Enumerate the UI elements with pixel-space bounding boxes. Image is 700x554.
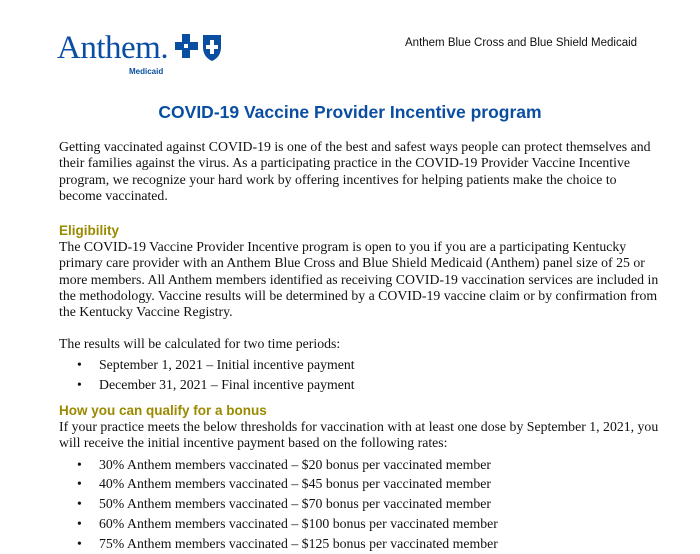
list-item <box>59 355 659 375</box>
rate-text: 40% Anthem members vaccinated – $45 bonus per vaccinated member <box>99 476 491 492</box>
period-text: September 1, 2021 – Initial incentive payment <box>99 356 355 372</box>
bullet-icon: • <box>77 376 82 392</box>
period-text: December 31, 2021 – Final incentive payment <box>99 376 355 392</box>
blue-cross-blue-shield-icon <box>175 33 223 63</box>
rate-text: 30% Anthem members vaccinated – $20 bonus per vaccinated member <box>99 456 491 472</box>
rate-text: 75% Anthem members vaccinated – $125 bonus per vaccinated member <box>99 535 498 551</box>
rate-text: 50% Anthem members vaccinated – $70 bonus per vaccinated member <box>99 496 491 512</box>
eligibility-paragraph: The COVID-19 Vaccine Provider Incentive program is open to you if you are a participating Kentucky primary care provider with an Anthem Blue Cross and Blue Shield Medicaid (Anthem) panel size of 25 or more members. All Anthem members identified as receiving COVID-19 vaccination services are included in the methodology. Vaccine results will be determined by a COVID-19 vaccine claim or by confirmation from the Kentucky Vaccine Registry. <box>59 239 659 320</box>
logo-subtitle: Medicaid <box>129 67 164 76</box>
bullet-icon: • <box>77 476 82 492</box>
blue-shield-icon <box>203 35 221 61</box>
eligibility-heading: Eligibility <box>59 223 120 239</box>
list-item <box>59 534 659 554</box>
list-item <box>59 455 659 475</box>
intro-paragraph: Getting vaccinated against COVID-19 is one of the best and safest ways people can protect themselves and their families against the virus. As a participating practice in the COVID-19 Provider Vaccine Incentive program, we recognize your hard work by offering incentives for helping patients make the choice to become vaccinated. <box>59 139 651 203</box>
bonus-rates-list <box>59 455 659 554</box>
list-item <box>59 494 659 514</box>
time-periods-list <box>59 355 659 395</box>
periods-intro: The results will be calculated for two time periods: <box>59 335 341 351</box>
anthem-medicaid-logo <box>57 30 227 80</box>
bullet-icon: • <box>77 515 82 531</box>
bullet-icon: • <box>77 496 82 512</box>
list-item <box>59 375 659 395</box>
bullet-icon: • <box>77 535 82 551</box>
bullet-icon: • <box>77 456 82 472</box>
blue-cross-icon <box>175 34 198 58</box>
document-title: COVID-19 Vaccine Provider Incentive program <box>158 102 542 122</box>
organization-name: Anthem Blue Cross and Blue Shield Medicaid <box>405 37 638 49</box>
bonus-heading: How you can qualify for a bonus <box>59 402 267 418</box>
bonus-paragraph: If your practice meets the below thresholds for vaccination with at least one dose by September 1, 2021, you will receive the initial incentive payment based on the following rates: <box>59 418 659 451</box>
list-item <box>59 514 659 534</box>
bullet-icon: • <box>77 356 82 372</box>
logo-wordmark: Anthem. <box>57 30 169 66</box>
page-header <box>0 0 700 90</box>
document-body <box>59 139 659 554</box>
list-item <box>59 474 659 494</box>
rate-text: 60% Anthem members vaccinated – $100 bonus per vaccinated member <box>99 515 498 531</box>
